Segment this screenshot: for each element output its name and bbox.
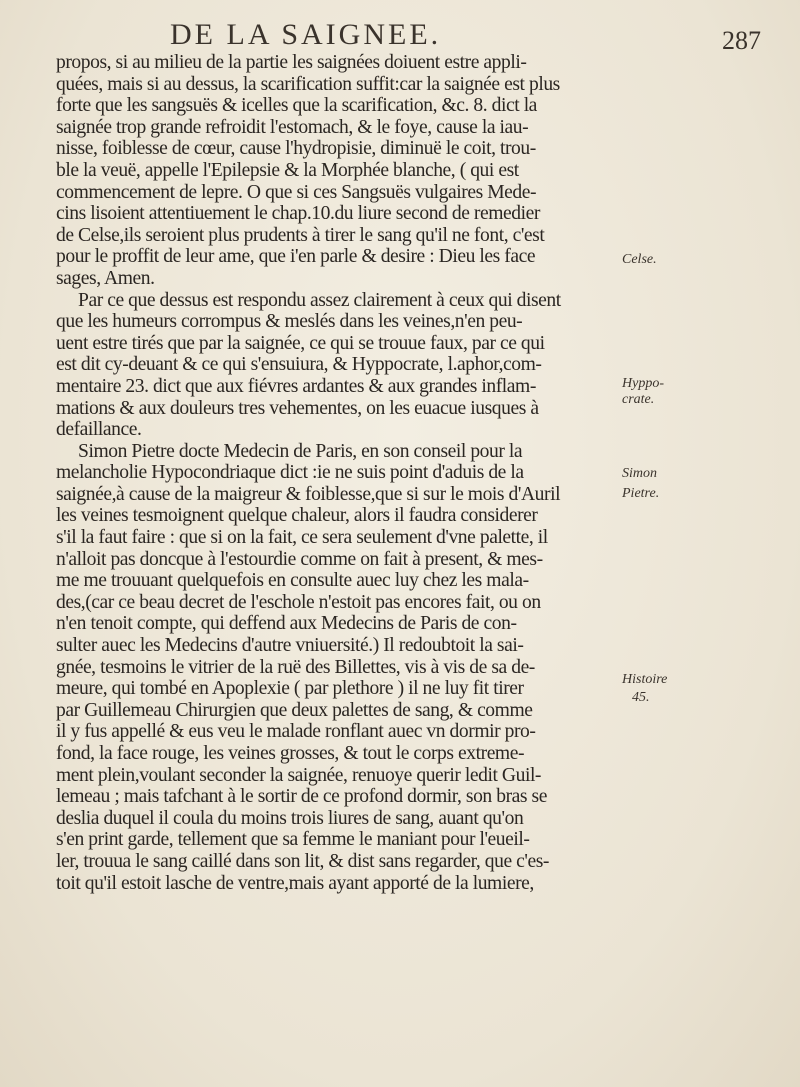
text-line: gnée, tesmoins le vitrier de la ruë des Billettes, vis à vis de sa de- bbox=[56, 656, 535, 678]
text-line: saignée trop grande refroidit l'estomach, & le foye, cause la iau- bbox=[56, 116, 529, 138]
text-line: que les humeurs corrompus & meslés dans les veines,n'en peu- bbox=[56, 311, 523, 333]
paragraph-start-line: Par ce que dessus est respondu assez clairement à ceux qui disent bbox=[78, 289, 561, 311]
text-line: ment plein,voulant seconder la saignée, renuoye querir ledit Guil- bbox=[56, 764, 542, 786]
text-line: pour le proffit de leur ame, que i'en parle & desire : Dieu les face bbox=[56, 246, 536, 268]
paragraph-start-line: Simon Pietre docte Medecin de Paris, en son conseil pour la bbox=[78, 440, 523, 462]
margin-note-simon: Simon bbox=[622, 466, 657, 481]
text-line: saignée,à cause de la maigreur & foiblesse,que si sur le mois d'Auril bbox=[56, 483, 561, 505]
main-text-block bbox=[56, 52, 606, 894]
text-line: s'il la faut faire : que si on la fait, ce sera seulement d'vne palette, il bbox=[56, 527, 548, 549]
margin-note-hyppocrate-2: crate. bbox=[622, 392, 655, 407]
text-line: me me trouuant quelquefois en consulte auec luy chez les mala- bbox=[56, 570, 529, 592]
text-line: est dit cy-deuant & ce qui s'ensuiura, & Hyppocrate, l.aphor,com- bbox=[56, 354, 542, 376]
text-line: propos, si au milieu de la partie les saignées doiuent estre appli- bbox=[56, 52, 527, 73]
margin-note-celse: Celse. bbox=[622, 252, 657, 267]
text-line: ler, trouua le sang caillé dans son lit, & dist sans regarder, que c'es- bbox=[56, 850, 549, 872]
text-line: de Celse,ils seroient plus prudents à tirer le sang qu'il ne font, c'est bbox=[56, 224, 545, 246]
margin-note-pietre: Pietre. bbox=[622, 486, 660, 501]
text-line: cins lisoient attentiuement le chap.10.du liure second de remedier bbox=[56, 203, 540, 225]
margin-note-number: 45. bbox=[632, 690, 650, 705]
text-line: melancholie Hypocondriaque dict :ie ne suis point d'aduis de la bbox=[56, 462, 524, 484]
text-line: meure, qui tombé en Apoplexie ( par plethore ) il ne luy fit tirer bbox=[56, 678, 524, 700]
text-line: mentaire 23. dict que aux fiévres ardantes & aux grandes inflam- bbox=[56, 375, 536, 397]
text-line: sulter auec les Medecins d'autre vniuersité.) Il redoubtoit la sai- bbox=[56, 635, 524, 657]
text-line: mations & aux douleurs tres vehementes, on les euacue iusques à bbox=[56, 397, 539, 419]
text-line: sages, Amen. bbox=[56, 267, 155, 289]
text-line: defaillance. bbox=[56, 419, 142, 441]
margin-note-histoire: Histoire bbox=[622, 672, 668, 687]
text-line: fond, la face rouge, les veines grosses, & tout le corps extreme- bbox=[56, 743, 525, 764]
text-line: quées, mais si au dessus, la scarification suffit:car la saignée est plus bbox=[56, 73, 560, 95]
text-line: lemeau ; mais tafchant à le sortir de ce profond dormir, son bras se bbox=[56, 786, 547, 808]
text-line: par Guillemeau Chirurgien que deux palettes de sang, & comme bbox=[56, 699, 533, 721]
text-line: toit qu'il estoit lasche de ventre,mais ayant apporté de la lumiere, bbox=[56, 872, 534, 894]
text-line: n'alloit pas doncque à l'estourdie comme on fait à present, & mes- bbox=[56, 548, 543, 570]
text-line: n'en tenoit compte, qui deffend aux Medecins de Paris de con- bbox=[56, 613, 517, 635]
text-line: ble la veuë, appelle l'Epilepsie & la Morphée blanche, ( qui est bbox=[56, 159, 519, 181]
text-line: les veines tesmoignent quelque chaleur, alors il faudra considerer bbox=[56, 505, 538, 527]
text-line: nisse, foiblesse de cœur, cause l'hydropisie, diminuë le coit, trou- bbox=[56, 138, 536, 160]
margin-note-hyppocrate-1: Hyppo- bbox=[622, 376, 664, 391]
text-line: des,(car ce beau decret de l'eschole n'estoit pas encores fait, ou on bbox=[56, 591, 541, 613]
text-line: forte que les sangsuës & icelles que la scarification, &c. 8. dict la bbox=[56, 95, 537, 117]
running-title: DE LA SAIGNEE. bbox=[170, 18, 442, 51]
text-line: commencement de lepre. O que si ces Sangsuës vulgaires Mede- bbox=[56, 181, 537, 203]
text-line: s'en print garde, tellement que sa femme le maniant pour l'eueil- bbox=[56, 829, 530, 851]
text-line: uent estre tirés que par la saignée, ce qui se trouue faux, par ce qui bbox=[56, 332, 545, 354]
text-line: deslia duquel il coula du moins trois liures de sang, auant qu'on bbox=[56, 807, 524, 829]
text-line: il y fus appellé & eus veu le malade ronflant auec vn dormir pro- bbox=[56, 721, 536, 743]
page-number: 287 bbox=[722, 26, 761, 55]
